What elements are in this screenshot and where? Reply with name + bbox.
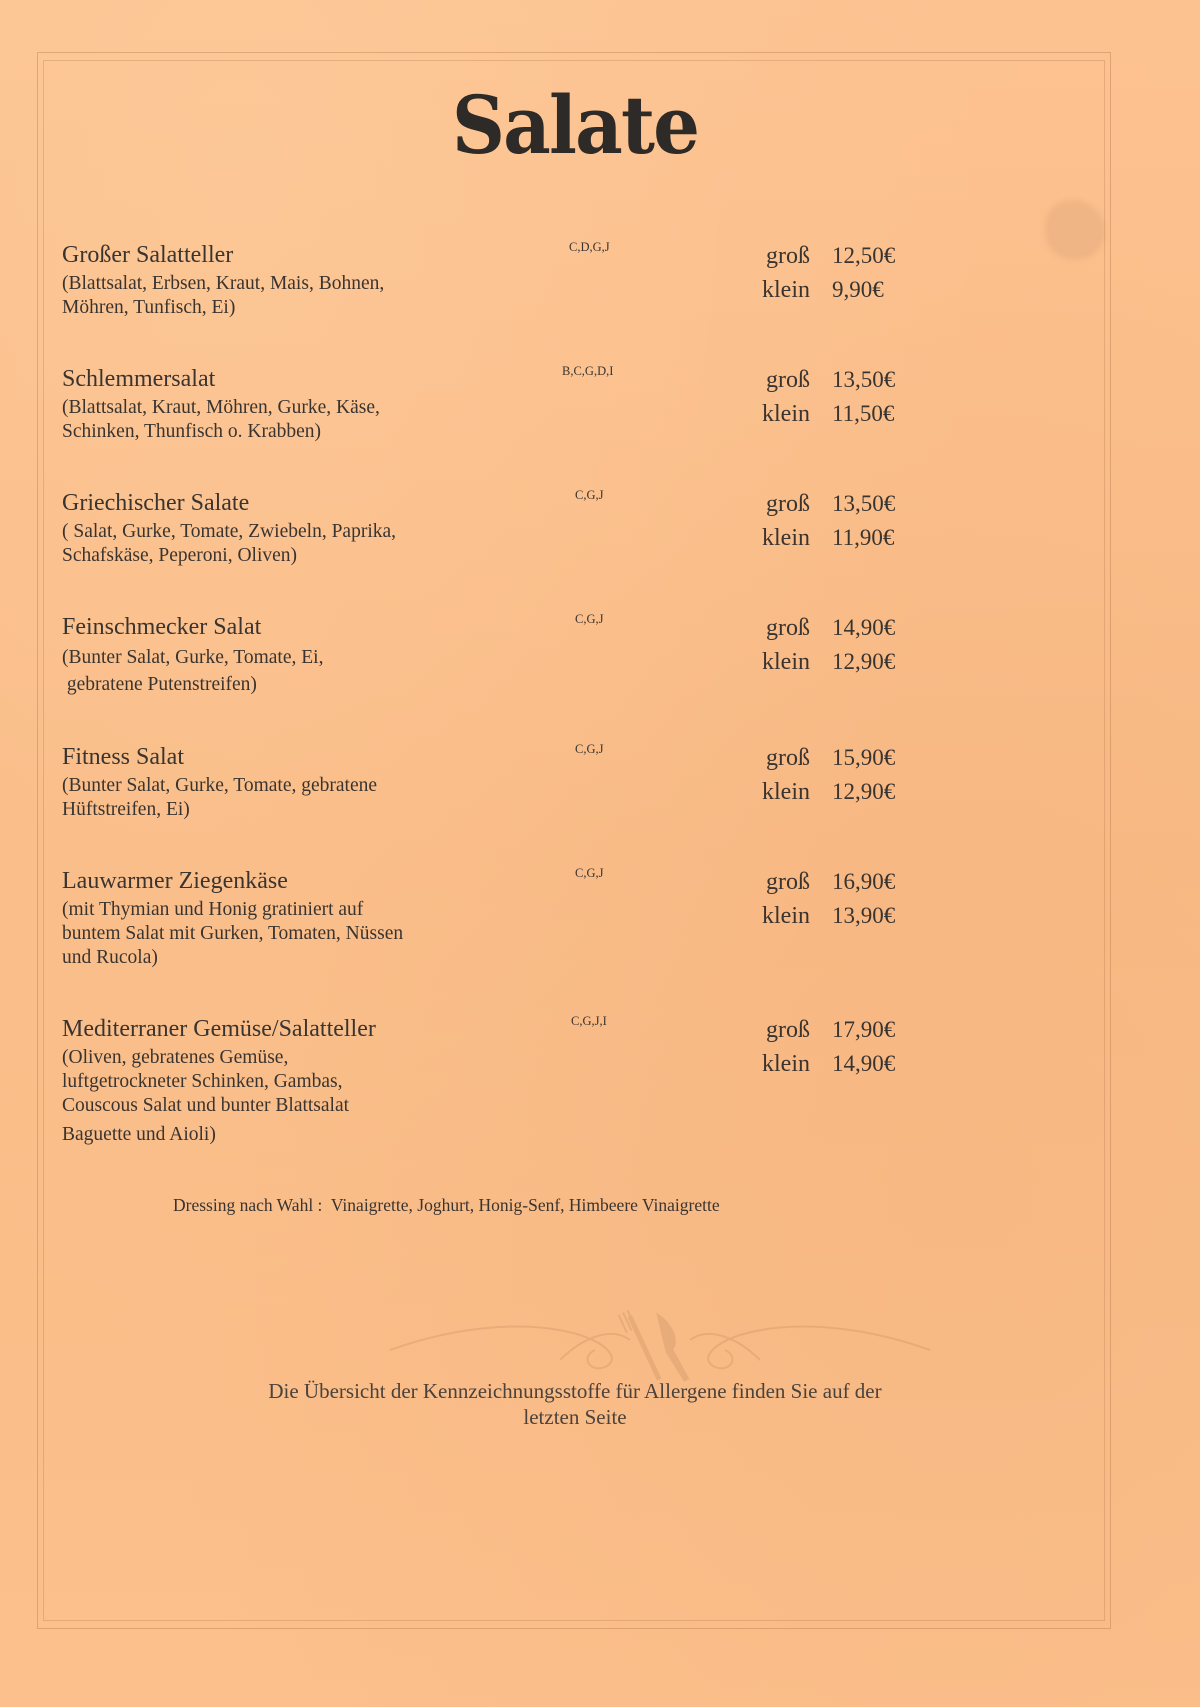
price-value: 12,90€	[832, 779, 896, 804]
price-value: 15,90€	[832, 745, 896, 770]
allergen-codes: C,G,J	[575, 866, 604, 880]
price-row-large	[750, 615, 950, 649]
dish-description: (Blattsalat, Erbsen, Kraut, Mais, Bohnen, Möhren, Tunfisch, Ei)	[62, 273, 385, 318]
price-row-large	[750, 367, 950, 401]
size-label: klein	[762, 903, 810, 929]
allergen-codes: C,G,J	[575, 612, 604, 626]
allergen-notice	[0, 1378, 1150, 1430]
dish-description: (Blattsalat, Kraut, Möhren, Gurke, Käse, Schinken, Thunfisch o. Krabben)	[62, 397, 380, 442]
dish-name: Lauwarmer Ziegenkäse	[62, 868, 288, 894]
dish-name: Mediterraner Gemüse/Salatteller	[62, 1016, 376, 1042]
price-row-large	[750, 243, 950, 277]
price-list	[750, 615, 950, 683]
price-list	[750, 243, 950, 311]
menu-item	[62, 240, 922, 320]
fork-knife-flourish-icon	[380, 1305, 940, 1385]
price-value: 9,90€	[832, 277, 884, 302]
page-title: Salate	[451, 78, 699, 172]
price-value: 14,90€	[832, 615, 896, 640]
dish-name: Schlemmersalat	[62, 366, 216, 392]
price-value: 12,50€	[832, 243, 896, 268]
size-label: groß	[766, 367, 810, 393]
price-value: 16,90€	[832, 869, 896, 894]
price-row-large	[750, 491, 950, 525]
menu-item	[62, 612, 922, 698]
menu-item	[62, 866, 922, 970]
menu-item	[62, 1014, 922, 1147]
size-label: groß	[766, 615, 810, 641]
price-list	[750, 869, 950, 937]
size-label: groß	[766, 243, 810, 269]
price-value: 11,50€	[832, 401, 895, 426]
size-label: groß	[766, 491, 810, 517]
price-value: 13,50€	[832, 367, 896, 392]
menu-item	[62, 742, 922, 822]
price-row-small	[750, 1051, 950, 1085]
menu-item	[62, 364, 922, 444]
size-label: klein	[762, 277, 810, 303]
price-value: 12,90€	[832, 649, 896, 674]
dish-description: (Bunter Salat, Gurke, Tomate, gebratene Hüftstreifen, Ei)	[62, 775, 378, 820]
dish-description: (Bunter Salat, Gurke, Tomate, Ei, gebratene Putenstreifen)	[62, 647, 324, 695]
allergen-codes: C,G,J,I	[571, 1014, 607, 1028]
price-value: 13,50€	[832, 491, 896, 516]
size-label: klein	[762, 401, 810, 427]
allergen-notice-line1: Die Übersicht der Kennzeichnungsstoffe für Allergene finden Sie auf der	[268, 1379, 882, 1403]
price-row-small	[750, 649, 950, 683]
dish-name: Griechischer Salate	[62, 490, 250, 516]
price-value: 13,90€	[832, 903, 896, 928]
allergen-notice-line2: letzten Seite	[523, 1405, 627, 1429]
price-row-small	[750, 401, 950, 435]
price-row-small	[750, 779, 950, 813]
size-label: klein	[762, 525, 810, 551]
price-list	[750, 367, 950, 435]
price-row-large	[750, 869, 950, 903]
price-list	[750, 1017, 950, 1085]
price-row-large	[750, 745, 950, 779]
price-row-small	[750, 525, 950, 559]
allergen-codes: C,G,J	[575, 742, 604, 756]
size-label: klein	[762, 1051, 810, 1077]
dish-description: (mit Thymian und Honig gratiniert auf buntem Salat mit Gurken, Tomaten, Nüssen und Rucola)	[62, 899, 404, 968]
size-label: groß	[766, 745, 810, 771]
price-list	[750, 745, 950, 813]
size-label: groß	[766, 1017, 810, 1043]
dish-name: Großer Salatteller	[62, 242, 234, 268]
allergen-codes: B,C,G,D,I	[562, 364, 614, 378]
dish-name: Feinschmecker Salat	[62, 614, 262, 640]
price-value: 14,90€	[832, 1051, 896, 1076]
allergen-codes: C,G,J	[575, 488, 604, 502]
price-row-small	[750, 903, 950, 937]
dish-description: (Oliven, gebratenes Gemüse, luftgetrockneter Schinken, Gambas, Couscous Salat und bunter Blattsalat Baguette und Aioli)	[62, 1047, 350, 1145]
price-value: 17,90€	[832, 1017, 896, 1042]
dressing-options: Dressing nach Wahl : Vinaigrette, Joghurt, Honig-Senf, Himbeere Vinaigrette	[173, 1195, 720, 1215]
dish-name: Fitness Salat	[62, 744, 185, 770]
size-label: groß	[766, 869, 810, 895]
size-label: klein	[762, 649, 810, 675]
price-list	[750, 491, 950, 559]
dish-description: ( Salat, Gurke, Tomate, Zwiebeln, Paprika, Schafskäse, Peperoni, Oliven)	[62, 521, 397, 566]
menu-item	[62, 488, 922, 568]
size-label: klein	[762, 779, 810, 805]
allergen-codes: C,D,G,J	[569, 240, 610, 254]
price-value: 11,90€	[832, 525, 895, 550]
price-row-large	[750, 1017, 950, 1051]
price-row-small	[750, 277, 950, 311]
